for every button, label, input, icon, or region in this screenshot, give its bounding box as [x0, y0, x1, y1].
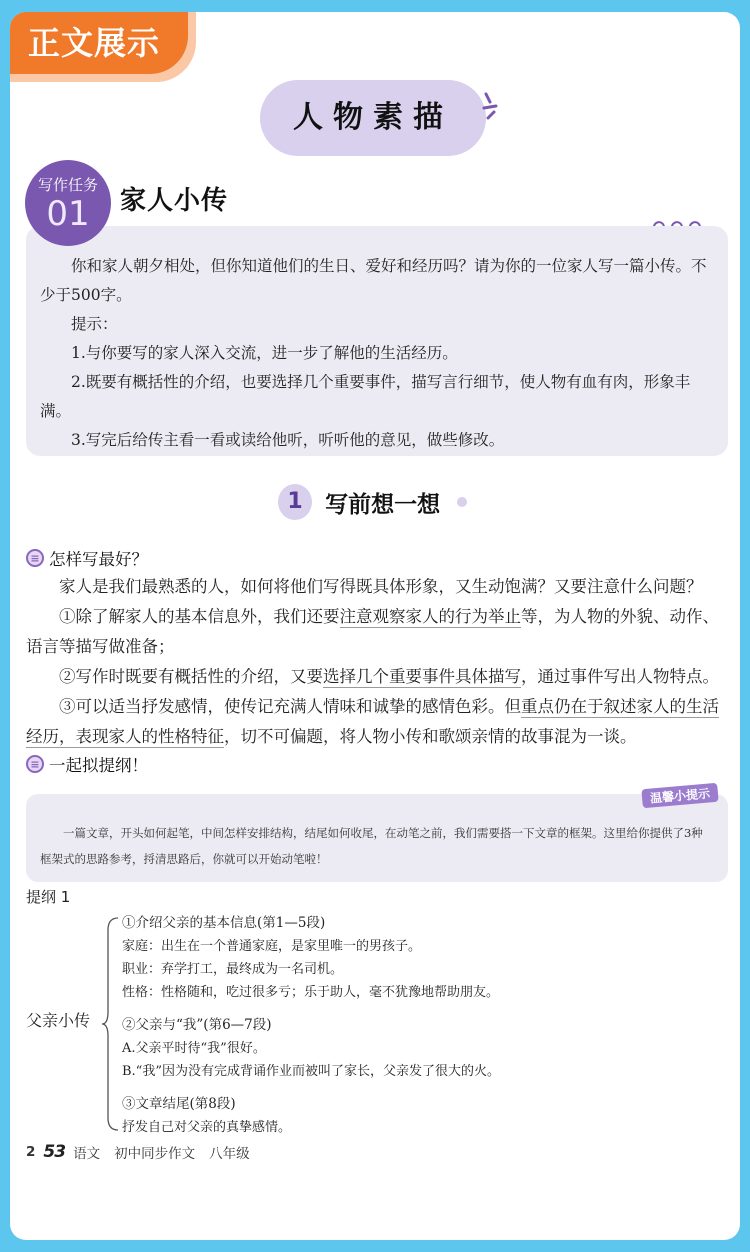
hint-label: 提示： [71, 315, 118, 333]
hint-item: 3.写完后给传主看一看或读给他听，听听他的意见，做些修改。 [71, 431, 505, 449]
section-heading [278, 484, 467, 524]
outline-item: 性格：性格随和，吃过很多亏；乐于助人，毫不犹豫地帮助朋友。 [122, 985, 500, 1000]
outline-item: ②父亲与“我”(第6—7段) [122, 1017, 272, 1033]
outline-heading-text: 一起拟提纲！ [49, 756, 148, 775]
task-badge [25, 160, 111, 246]
banner-title: 人物素描 [260, 80, 486, 156]
task-badge-number: 01 [46, 194, 90, 234]
intro-paragraph: 家人是我们最熟悉的人，如何将他们写得既具体形象，又生动饱满？又要注意什么问题？ [59, 577, 703, 596]
outline-list [122, 912, 722, 1139]
tip-2-text: ②写作时既要有概括性的介绍，又要 [59, 667, 323, 686]
section-dot-icon [457, 497, 467, 507]
brace-icon [100, 916, 120, 1132]
tip-paragraph-3 [26, 692, 728, 752]
tip-text: 一篇文章，开头如何起笔，中间怎样安排结构，结尾如何收尾，在动笔之前，我们需要搭一下文章的框架。这里给你提供了3种框架式的思路参考，捋清思路后，你就可以开始动笔啦！ [40, 826, 703, 866]
outline-item: 抒发自己对父亲的真挚感情。 [122, 1120, 292, 1135]
outline-item: ③文章结尾(第8段) [122, 1096, 236, 1112]
tip-3-text-end: ，切不可偏题，将人物小传和歌颂亲情的故事混为一谈。 [224, 727, 637, 746]
tip-1-text: ①除了解家人的基本信息外，我们还要 [59, 607, 340, 626]
tip-3-text: ③可以适当抒发感情，使传记充满人情味和诚挚的感情色彩。但 [59, 697, 521, 716]
footer-subject: 语文 [73, 1146, 101, 1162]
task-title: 家人小传 [120, 186, 229, 216]
outline-item: 家庭：出生在一个普通家庭，是家里唯一的男孩子。 [122, 939, 422, 954]
page-footer [26, 1142, 250, 1162]
hint-item: 1.与你要写的家人深入交流，进一步了解他的生活经历。 [71, 344, 458, 362]
hint-item: 2.既要有概括性的介绍，也要选择几个重要事件，描写言行细节，使人物有血有肉，形象丰满。 [40, 373, 691, 420]
footer-book: 初中同步作文 [114, 1146, 196, 1162]
outline-item: ①介绍父亲的基本信息(第1—5段) [122, 915, 326, 931]
outline-label: 提纲 1 [26, 888, 71, 906]
tip-2-text-end: ，通过事件写出人物特点。 [521, 667, 719, 686]
footer-grade: 八年级 [209, 1146, 250, 1162]
outline-heading [26, 752, 148, 776]
how-to-write-body [26, 572, 728, 752]
task-description-box [26, 226, 728, 456]
tip-paragraph-1 [26, 602, 728, 662]
page-number: 2 [26, 1144, 36, 1160]
outline-item: B.“我”因为没有完成背诵作业而被叫了家长，父亲发了很大的火。 [122, 1064, 500, 1079]
tip-2-underline: 选择几个重要事件具体描写 [323, 667, 521, 686]
outline-item: 职业：弃学打工，最终成为一名司机。 [122, 962, 344, 977]
outline-subject: 父亲小传 [26, 1011, 91, 1030]
page-sheet [10, 12, 740, 1240]
tip-box [26, 794, 728, 882]
section-number: 1 [278, 484, 312, 520]
tip-paragraph-2 [26, 662, 728, 692]
question-heading [26, 546, 148, 570]
question-text: 怎样写最好？ [49, 550, 148, 569]
speech-bubble-icon: ≡ [26, 755, 44, 773]
tip-1-underline: 注意观察家人的行为举止 [339, 607, 521, 626]
tip-label-badge: 温馨小提示 [641, 783, 718, 809]
tip-3-underline: 重点仍在于叙述家人的生活经历，表现家人的性格特征 [26, 697, 719, 746]
tip-1-text-end: 等，为人物的外貌、动作、语言等描写做准备； [26, 607, 719, 656]
sparkle-icon [480, 90, 506, 126]
speech-bubble-icon: ≡ [26, 549, 44, 567]
task-paragraph: 你和家人朝夕相处，但你知道他们的生日、爱好和经历吗？请为你的一位家人写一篇小传。不少于500字。 [40, 257, 707, 304]
outline-item: A.父亲平时待“我”很好。 [122, 1041, 266, 1056]
header-tag: 正文展示 [10, 12, 188, 74]
section-title: 写前想一想 [325, 491, 441, 518]
task-badge-label: 写作任务 [37, 176, 98, 194]
brand-logo: 53 [43, 1142, 66, 1162]
